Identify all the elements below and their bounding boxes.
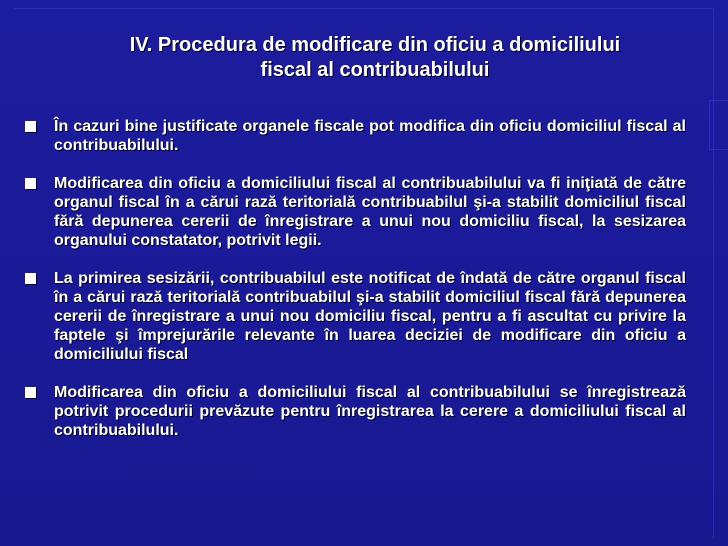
bullet-text: În cazuri bine justificate organele fiscale pot modifica din oficiu domiciliul fiscal al contribuabilului.: [54, 118, 686, 154]
slide-title-line-1: IV. Procedura de modificare din oficiu a domiciliului: [129, 34, 621, 56]
slide-title-line-2: fiscal al contribuabilului: [260, 59, 490, 81]
bullet-item-4: [22, 383, 686, 440]
frame-line-right: [713, 8, 714, 538]
square-bullet-icon: [25, 121, 36, 132]
bullet-list: [22, 117, 686, 459]
bullet-item-2: [22, 174, 686, 250]
square-bullet-icon: [25, 387, 36, 398]
square-bullet-icon: [25, 273, 36, 284]
square-bullet-icon: [25, 178, 36, 189]
decorative-corner-tab: [709, 100, 728, 150]
bullet-text: Modificarea din oficiu a domiciliului fiscal al contribuabilului se înregistrează potrivit procedurii prevăzute pentru înregistrarea la cerere a domiciliului fiscal al contribuabilului.: [54, 384, 686, 439]
frame-line-top: [14, 8, 714, 9]
bullet-item-3: [22, 269, 686, 364]
slide-title: [60, 33, 690, 83]
bullet-text: Modificarea din oficiu a domiciliului fiscal al contribuabilului va fi iniţiată de către organul fiscal în a cărui rază teritorială contribuabilul şi-a stabilit domiciliul fiscal fără depunerea cererii de înregistrare a unui nou domiciliu fiscal, la sesizarea organului constatator, potrivit legii.: [54, 175, 686, 249]
bullet-text: La primirea sesizării, contribuabilul este notificat de îndată de către organul fiscal în a cărui rază teritorială contribuabilul şi-a stabilit domiciliul fiscal fără depunerea cererii de înregistrare a unui nou domiciliu fiscal, pentru a fi ascultat cu privire la faptele şi împrejurările relevante în luarea deciziei de modificare din oficiu a domiciliului fiscal: [54, 270, 686, 363]
bullet-item-1: [22, 117, 686, 155]
